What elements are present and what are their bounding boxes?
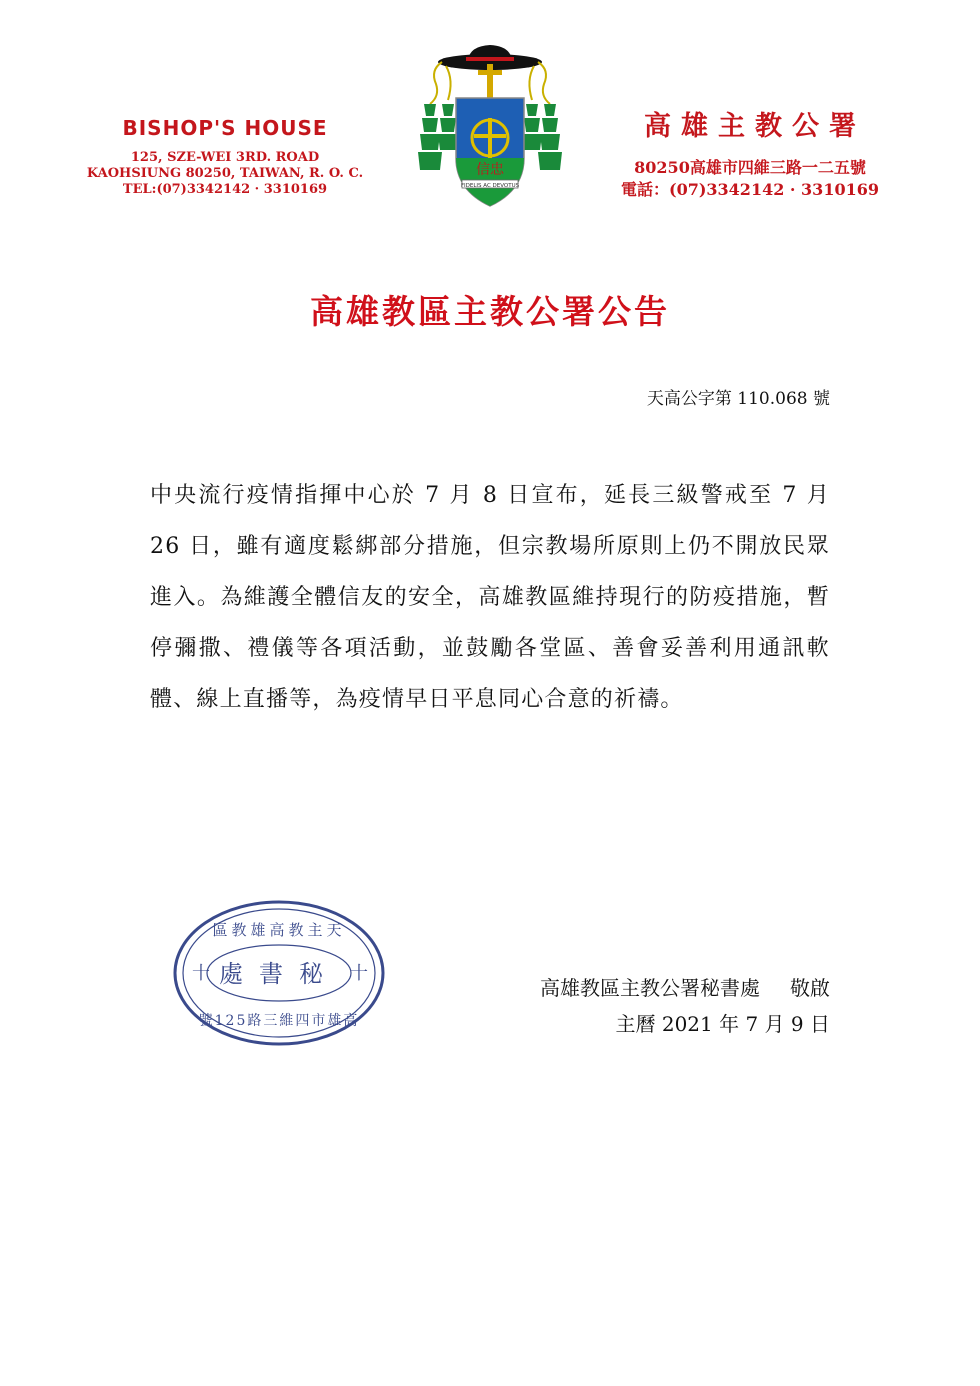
svg-text:十: 十 bbox=[192, 963, 210, 984]
arms-motto: FIDELIS AC DEVOTUS bbox=[460, 183, 520, 189]
svg-text:十: 十 bbox=[350, 963, 368, 984]
office-seal-stamp bbox=[170, 897, 388, 1049]
letterhead-en-tel: TEL:(07)3342142 · 3310169 bbox=[122, 182, 328, 197]
letterhead-chinese bbox=[600, 104, 900, 201]
document-number: 天高公字第 110.068 號 bbox=[646, 389, 830, 409]
svg-text:號125路三維四市雄高: 號125路三維四市雄高 bbox=[198, 1013, 360, 1029]
letterhead-zh-tel: 電話：(07)3342142 · 3310169 bbox=[621, 180, 879, 199]
document-title: 高雄教區主教公署公告 bbox=[310, 292, 670, 331]
letterhead-zh-name: 高雄主教公署 bbox=[644, 111, 866, 142]
svg-text:處書秘: 處書秘 bbox=[219, 960, 339, 988]
svg-text:區教雄高教主天: 區教雄高教主天 bbox=[212, 921, 346, 939]
signature-block bbox=[540, 970, 830, 1042]
bishop-coat-of-arms-logo bbox=[410, 40, 570, 220]
letterhead-english bbox=[80, 116, 370, 198]
letterhead-en-address-1: 125, SZE-WEI 3RD. ROAD bbox=[130, 150, 320, 165]
signature-office: 高雄教區主教公署秘書處 bbox=[540, 976, 760, 1000]
signature-closing: 敬啟 bbox=[790, 976, 830, 1000]
letterhead-en-address-2: KAOHSIUNG 80250, TAIWAN, R. O. C. bbox=[86, 166, 364, 181]
letterhead-en-name: BISHOP'S HOUSE bbox=[122, 116, 328, 140]
signature-date: 主曆 2021 年 7 月 9 日 bbox=[615, 1012, 830, 1036]
shield-characters: 信忠 bbox=[476, 162, 504, 178]
announcement-body: 中央流行疫情指揮中心於 7 月 8 日宣布，延長三級警戒至 7 月 26 日，雖有適度鬆綁部分措施，但宗教場所原則上仍不開放民眾進入。為維護全體信友的安全，高雄教區維持現行的防疫措施，暫停彌撒、禮儀等各項活動，並鼓勵各堂區、善會妥善利用通訊軟體、線上直播等，為疫情早日平息同心合意的祈禱。 bbox=[150, 483, 830, 712]
letterhead-zh-address: 80250高雄市四維三路一二五號 bbox=[634, 158, 866, 177]
